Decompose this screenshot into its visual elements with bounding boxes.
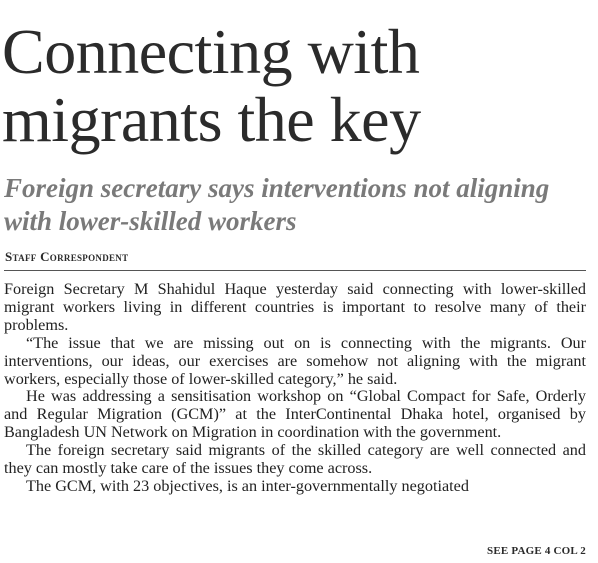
paragraph: The foreign secretary said migrants of the skilled category are well connected and they can mostly take care of the issues they come across. — [4, 441, 586, 478]
continued-on-page-note: SEE PAGE 4 COL 2 — [487, 545, 586, 557]
paragraph: The GCM, with 23 objectives, is an inter-governmentally negotiated — [26, 476, 469, 495]
headline: Connecting with migrants the key — [2, 16, 421, 155]
byline-divider — [4, 270, 586, 271]
subheadline: Foreign secretary says interventions not aligning with lower-skilled workers — [4, 173, 550, 236]
paragraph: “The issue that we are missing out on is connecting with the migrants. Our interventions, our ideas, our exercises are somehow not aligning with the migrant workers, especially those of lower-skilled category,” he said. — [4, 333, 586, 388]
paragraph: He was addressing a sensitisation workshop on “Global Compact for Safe, Orderly and Regular Migration (GCM)” at the InterContinental Dhaka hotel, organised by Bangladesh UN Network on Migration in coordination with the government. — [4, 387, 586, 442]
paragraph: Foreign Secretary M Shahidul Haque yesterday said connecting with lower-skilled migrant workers living in different countries is important to resolve many of their problems. — [4, 280, 586, 334]
byline: Staff Correspondent — [5, 249, 129, 264]
article-body — [4, 281, 586, 496]
